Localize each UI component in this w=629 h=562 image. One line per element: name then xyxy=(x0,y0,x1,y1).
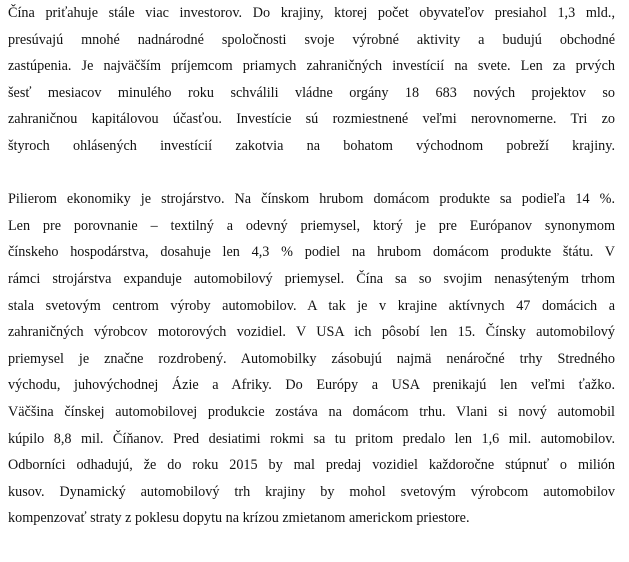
text-line: šesť mesiacov minulého roku schválili vládne orgány 18 683 nových projektov so xyxy=(8,84,615,101)
text-line: priemysel je značne rozdrobený. Automobilky zásobujú najmä nenáročné trhy Stredného xyxy=(8,350,615,367)
text-line: stala svetovým centrom výroby automobilov. A tak je v krajine aktívnych 47 domácich a xyxy=(8,297,615,314)
text-line: štyroch ohlásených investícií zakotvia na bohatom východnom pobreží krajiny. xyxy=(8,137,615,154)
paragraph-engineering xyxy=(8,186,615,532)
text-line: kusov. Dynamický automobilový trh krajiny by mohol svetovým výrobcom automobilov xyxy=(8,483,615,500)
text-line: Len pre porovnanie – textilný a odevný priemysel, ktorý je pre Európanov synonymom xyxy=(8,217,615,234)
text-line: rámci strojárstva expanduje automobilový priemysel. Čína sa so svojim nenasýteným trhom xyxy=(8,270,615,287)
text-line: Odborníci odhadujú, že do roku 2015 by mal predaj vozidiel každoročne stúpnuť o milión xyxy=(8,457,615,474)
text-line: Čína priťahuje stále viac investorov. Do krajiny, ktorej počet obyvateľov presiahol 1,3 mld., xyxy=(8,5,615,21)
document-page xyxy=(8,0,615,532)
text-line: zahraničných výrobcov motorových vozidiel. V USA ich pôsobí len 15. Čínsky automobilový xyxy=(8,324,615,341)
text-line: čínskeho hospodárstva, dosahuje len 4,3 % podiel na hrubom domácom produkte štátu. V xyxy=(8,244,615,261)
paragraph-investors xyxy=(8,0,615,160)
text-line: zastúpenia. Je najväčším príjemcom priamych zahraničných investícií na svete. Len za prvých xyxy=(8,58,615,75)
text-line: východu, juhovýchodnej Ázie a Afriky. Do Európy a USA prenikajú len veľmi ťažko. xyxy=(8,377,615,394)
text-line: Väčšina čínskej automobilovej produkcie zostáva na domácom trhu. Vlani si nový automobil xyxy=(8,403,615,420)
text-line: Pilierom ekonomiky je strojárstvo. Na čínskom hrubom domácom produkte sa podieľa 14 %. xyxy=(8,191,615,208)
text-line: zahraničnou kapitálovou účasťou. Investície sú rozmiestnené veľmi nerovnomerne. Tri zo xyxy=(8,111,615,128)
paragraph-spacer xyxy=(8,160,615,187)
text-line: presúvajú mnohé nadnárodné spoločnosti svoje výrobné aktivity a budujú obchodné xyxy=(8,31,615,48)
text-line: kúpilo 8,8 mil. Číňanov. Pred desiatimi rokmi sa tu pritom predalo len 1,6 mil. automobilov. xyxy=(8,430,615,447)
text-line: kompenzovať straty z poklesu dopytu na krízou zmietanom americkom priestore. xyxy=(8,510,470,527)
